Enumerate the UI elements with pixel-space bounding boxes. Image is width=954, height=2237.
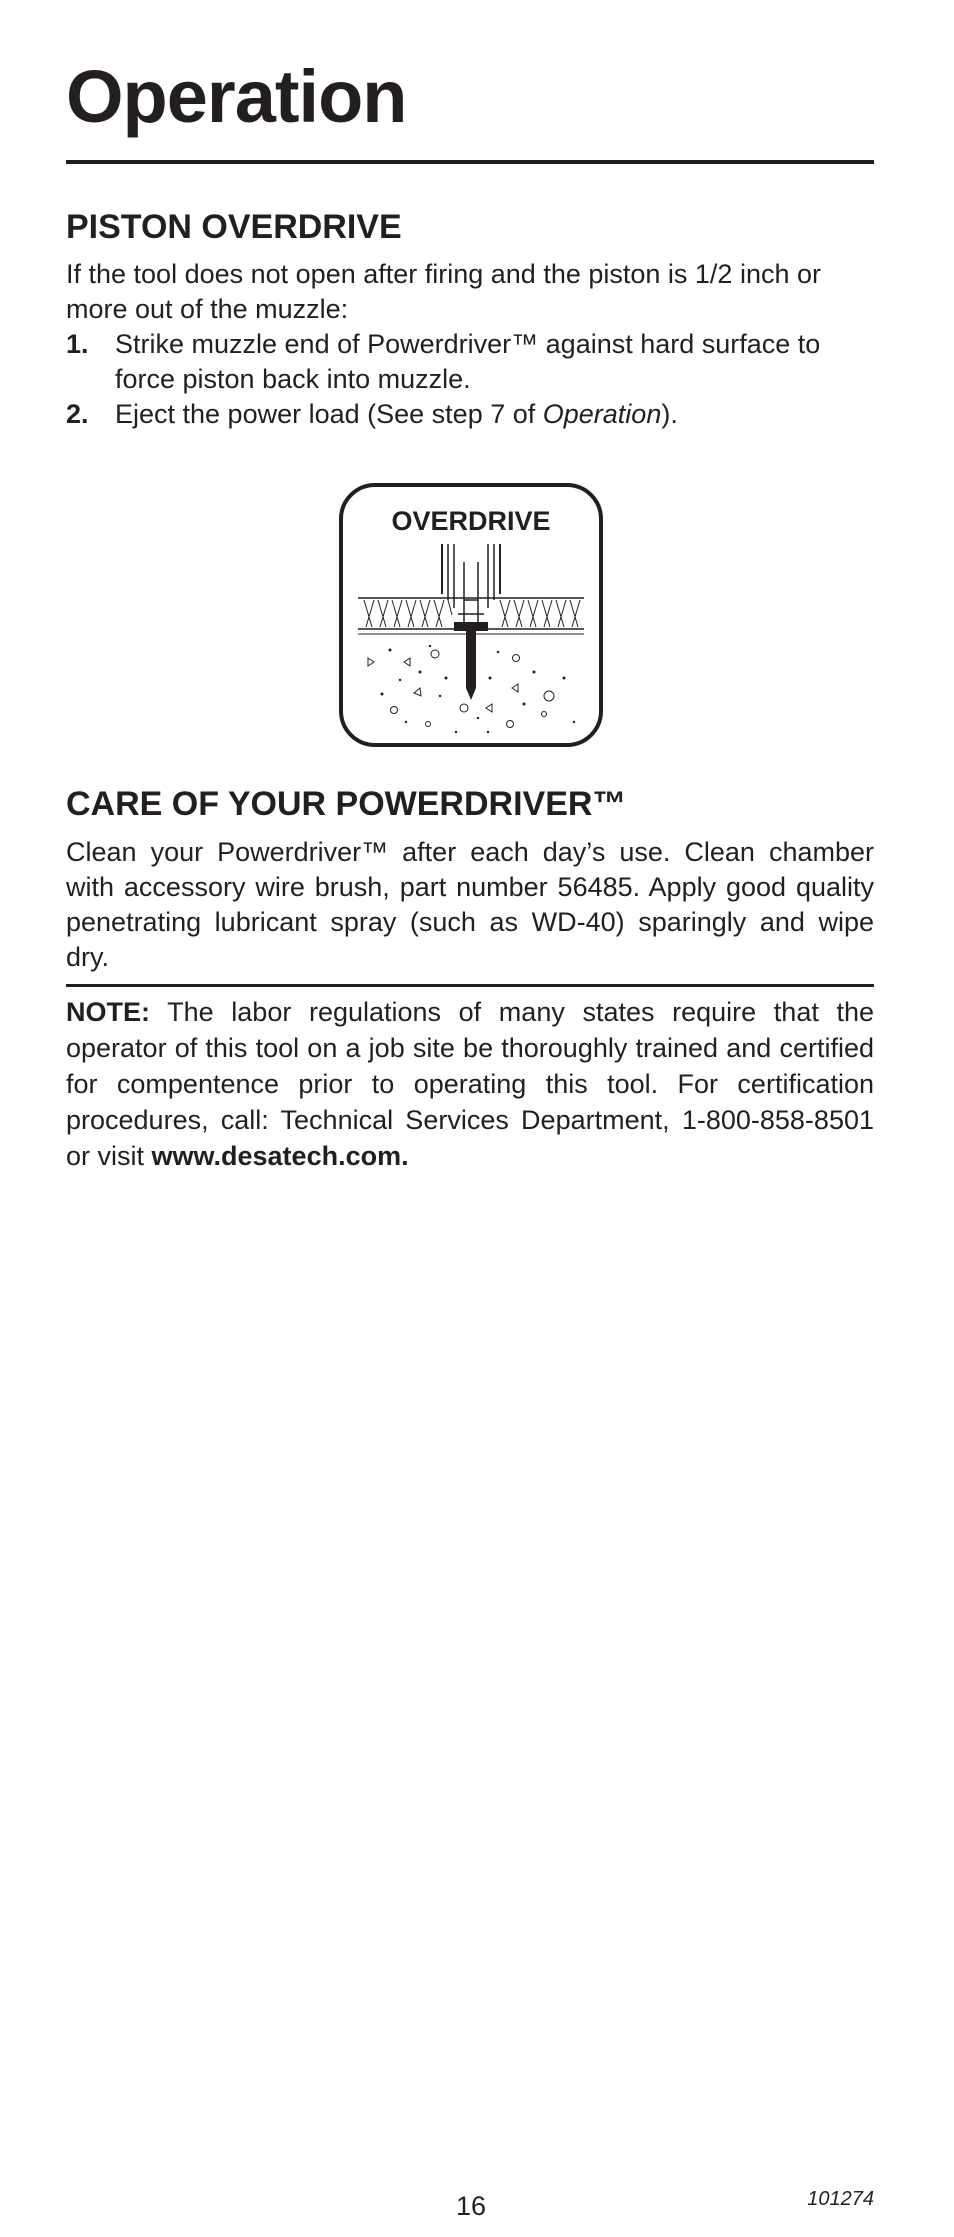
care-heading: CARE OF YOUR POWERDRIVER™	[66, 785, 627, 823]
overdrive-illustration	[338, 482, 604, 748]
document-code: 101274	[807, 2188, 874, 2210]
note-body: The labor regulations of many states require that the operator of this tool on a job site be thoroughly trained and certified for compentence prior to operating this tool. For certification procedures, call: Technical Services Department, 1-800-858-8501 or visit	[66, 997, 874, 1171]
piston-overdrive-steps	[66, 327, 874, 432]
page-number: 16	[456, 2191, 487, 2221]
note-divider	[66, 984, 874, 987]
step-text: Strike muzzle end of Powerdriver™ against hard surface to force piston back into muzzle.	[115, 329, 821, 394]
title-divider	[66, 160, 874, 164]
piston-overdrive-heading: PISTON OVERDRIVE	[66, 208, 402, 246]
overdrive-label: OVERDRIVE	[391, 506, 551, 536]
page-title: Operation	[66, 55, 407, 138]
step-number: 1.	[66, 329, 89, 359]
note-paragraph	[66, 994, 874, 1174]
note-label: NOTE:	[66, 997, 150, 1027]
care-body: Clean your Powerdriver™ after each day’s use. Clean chamber with accessory wire brush, part number 56485. Apply good quality penetrating lubricant spray (such as WD-40) sparingly and wipe dry.	[66, 837, 874, 972]
step-number: 2.	[66, 399, 89, 429]
operation-reference: Operation	[542, 399, 662, 429]
piston-overdrive-intro: If the tool does not open after firing and the piston is 1/2 inch or more out of the muzzle:	[66, 259, 821, 324]
step-item	[66, 397, 874, 432]
website-link: www.desatech.com.	[151, 1141, 409, 1171]
step-text: Eject the power load (See step 7 of Operation).	[115, 399, 678, 429]
step-item	[66, 327, 874, 397]
